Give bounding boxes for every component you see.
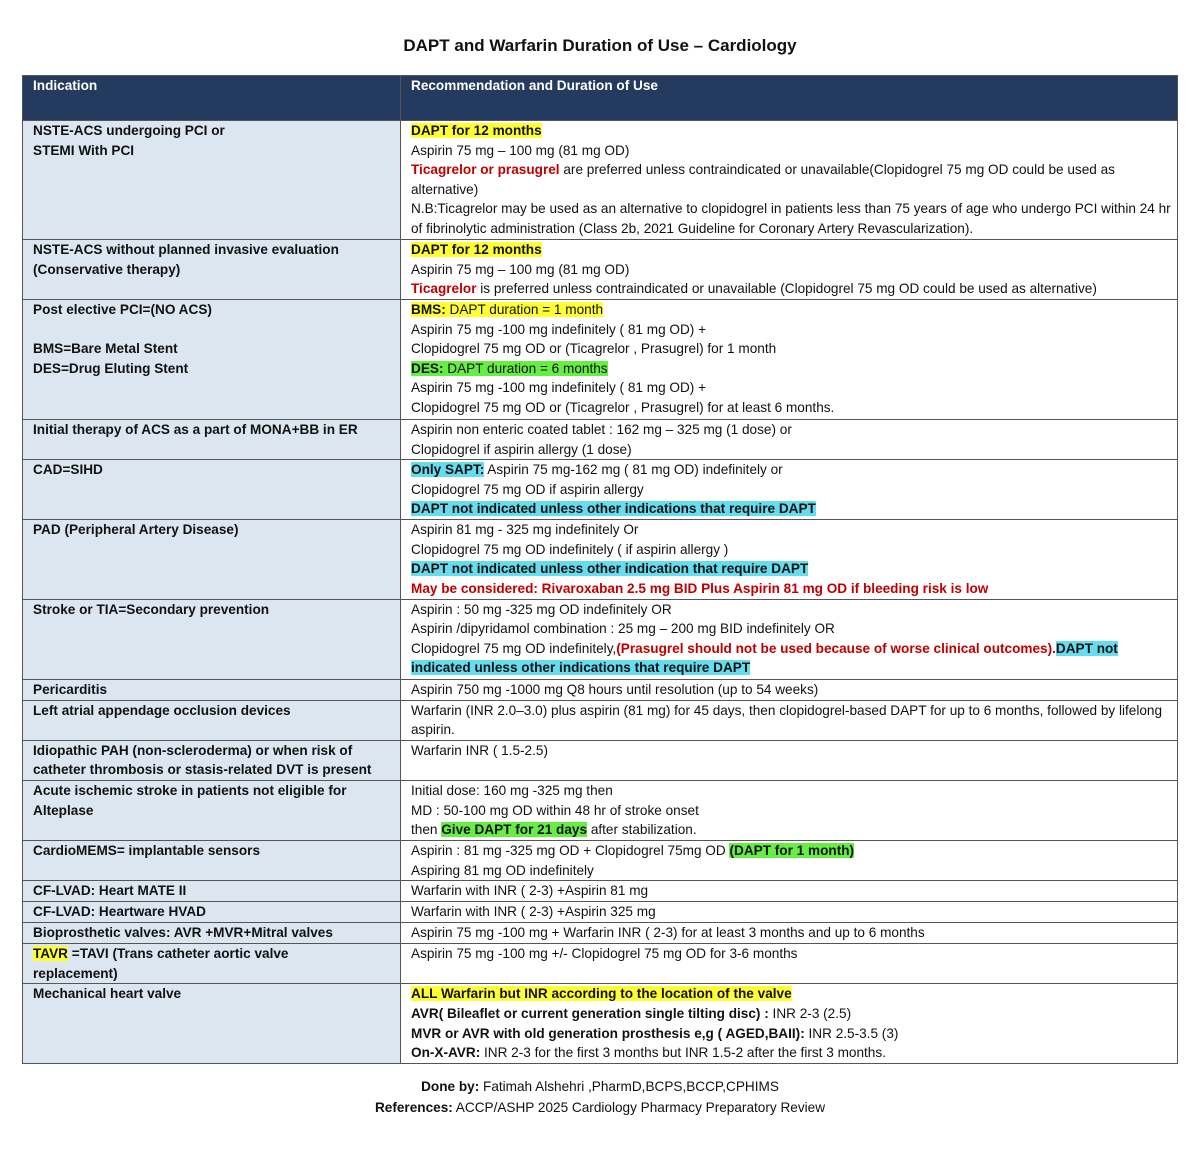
- done-by-label: Done by:: [421, 1079, 480, 1094]
- indication-cell: [23, 300, 401, 420]
- valve-type-label: On-X-AVR:: [411, 1045, 481, 1061]
- references: [0, 1100, 1200, 1115]
- recommendation-cell: [401, 240, 1178, 300]
- rec-line: then: [411, 822, 442, 838]
- indication-line: (Conservative therapy): [33, 261, 181, 277]
- recommendation-cell: [401, 740, 1178, 780]
- indication-line: DES=Drug Eluting Stent: [33, 360, 189, 376]
- document-title: DAPT and Warfarin Duration of Use – Cardiology: [403, 36, 797, 55]
- table-row: [23, 923, 1178, 944]
- des-label: DES:: [411, 360, 444, 376]
- indication-line: Pericarditis: [33, 681, 108, 697]
- indication-line: replacement): [33, 965, 118, 981]
- rec-line: Warfarin with INR ( 2-3) +Aspirin 81 mg: [411, 883, 649, 899]
- recommendation-cell: [401, 881, 1178, 902]
- recommendation-cell: [401, 300, 1178, 420]
- header-recommendation: Recommendation and Duration of Use: [401, 76, 1178, 121]
- indication-cell: [23, 420, 401, 460]
- all-warfarin-highlight: ALL Warfarin but INR according to the location of the valve: [411, 986, 792, 1002]
- rec-line: Clopidogrel 75 mg OD or (Ticagrelor , Prasugrel) for 1 month: [411, 341, 777, 357]
- indication-line: STEMI With PCI: [33, 142, 135, 158]
- table-row: [23, 902, 1178, 923]
- indication-line: NSTE-ACS undergoing PCI or: [33, 123, 225, 138]
- indication-line: Post elective PCI=(NO ACS): [33, 302, 212, 317]
- note-text: N.B:Ticagrelor may be used as an alternative to clopidogrel in patients less than 75 years of age who undergo PCI within 24 hr of fibrinolytic administration (Class 2b, 2021 Guideline for Coronary Artery Revascularization).: [411, 201, 1171, 236]
- rec-line: Warfarin with INR ( 2-3) +Aspirin 325 mg: [411, 904, 656, 920]
- indication-line: Mechanical heart valve: [33, 986, 182, 1002]
- references-text: ACCP/ASHP 2025 Cardiology Pharmacy Preparatory Review: [452, 1100, 826, 1115]
- valve-type-label: AVR( Bileaflet or current generation single tilting disc) :: [411, 1005, 769, 1021]
- preferred-drug-text: Ticagrelor: [411, 281, 477, 297]
- recommendation-cell: [401, 420, 1178, 460]
- indication-line: =TAVI (Trans catheter aortic valve: [68, 946, 289, 962]
- table-row: [23, 420, 1178, 460]
- only-sapt-label: Only SAPT:: [411, 462, 485, 478]
- recommendation-cell: [401, 780, 1178, 840]
- rec-line: Aspirin 750 mg -1000 mg Q8 hours until resolution (up to 54 weeks): [411, 681, 819, 697]
- indication-cell: [23, 780, 401, 840]
- rec-line: Aspirin /dipyridamol combination : 25 mg – 200 mg BID indefinitely OR: [411, 621, 835, 637]
- indication-line: CAD=SIHD: [33, 462, 103, 478]
- rec-line: Aspirin : 50 mg -325 mg OD indefinitely OR: [411, 601, 672, 617]
- rec-line: is preferred unless contraindicated or unavailable (Clopidogrel 75 mg OD could be used as alternative): [476, 281, 1097, 297]
- done-by: [0, 1079, 1200, 1094]
- table-row: [23, 679, 1178, 700]
- indication-line: Acute ischemic stroke in patients not eligible for: [33, 782, 347, 798]
- indication-line: CardioMEMS= implantable sensors: [33, 842, 260, 858]
- dapt-not-indicated-highlight: DAPT not indicated unless other indications that require DAPT: [411, 501, 816, 517]
- inr-target: INR 2-3 for the first 3 months but INR 1.5-2 after the first 3 months.: [480, 1045, 886, 1061]
- indication-cell: [23, 740, 401, 780]
- done-by-text: Fatimah Alshehri ,PharmD,BCPS,BCCP,CPHIMS: [479, 1079, 779, 1094]
- rec-line: Clopidogrel 75 mg OD indefinitely ( if aspirin allergy ): [411, 541, 729, 557]
- dapt-not-indicated-highlight: DAPT not indicated unless other indication that require DAPT: [411, 561, 809, 577]
- recommendation-cell: [401, 679, 1178, 700]
- des-duration: DAPT duration = 6 months: [443, 360, 608, 376]
- table-row: [23, 700, 1178, 740]
- recommendation-cell: [401, 599, 1178, 679]
- may-be-considered-text: May be considered: Rivaroxaban 2.5 mg BID Plus Aspirin 81 mg OD if bleeding risk is low: [411, 580, 989, 596]
- prasugrel-warning: (Prasugrel should not be used because of worse clinical outcomes).: [616, 640, 1056, 656]
- rec-line: Warfarin (INR 2.0–3.0) plus aspirin (81 mg) for 45 days, then clopidogrel-based DAPT for up to 6 months, followed by lifelong aspirin.: [411, 702, 1163, 738]
- indication-cell: [23, 520, 401, 599]
- indication-cell: [23, 240, 401, 300]
- table-row: [23, 944, 1178, 984]
- rec-line: Aspirin 75 mg-162 mg ( 81 mg OD) indefinitely or: [484, 462, 783, 478]
- indication-line: NSTE-ACS without planned invasive evaluation: [33, 242, 339, 257]
- indication-cell: [23, 881, 401, 902]
- indication-cell: [23, 840, 401, 880]
- inr-target: INR 2-3 (2.5): [768, 1005, 852, 1021]
- table-row: [23, 984, 1178, 1064]
- table-row: [23, 881, 1178, 902]
- rec-line: Warfarin INR ( 1.5-2.5): [411, 742, 548, 758]
- rec-line: Aspirin 75 mg – 100 mg (81 mg OD): [411, 142, 630, 158]
- rec-line: Clopidogrel 75 mg OD or (Ticagrelor , Prasugrel) for at least 6 months.: [411, 399, 835, 415]
- dapt-not-indicated-highlight: DAPT not indicated unless other indications that require DAPT: [411, 640, 1118, 676]
- table-row: [23, 780, 1178, 840]
- indication-cell: [23, 700, 401, 740]
- rec-line: Initial dose: 160 mg -325 mg then: [411, 782, 613, 798]
- indication-line: Alteplase: [33, 802, 94, 818]
- recommendation-cell: [401, 121, 1178, 240]
- recommendation-cell: [401, 902, 1178, 923]
- dapt-duration-highlight: DAPT for 12 months: [411, 242, 542, 257]
- recommendation-cell: [401, 923, 1178, 944]
- indication-cell: [23, 679, 401, 700]
- rec-line: Clopidogrel 75 mg OD if aspirin allergy: [411, 481, 644, 497]
- table-row: [23, 840, 1178, 880]
- rec-line: Aspirin : 81 mg -325 mg OD + Clopidogrel 75mg OD: [411, 842, 730, 858]
- bms-label: BMS:: [411, 302, 446, 317]
- dapt-21-days-highlight: Give DAPT for 21 days: [441, 822, 588, 838]
- rec-line: Clopidogrel if aspirin allergy (1 dose): [411, 441, 632, 457]
- dapt-1-month-highlight: (DAPT for 1 month): [729, 842, 855, 858]
- indication-line: catheter thrombosis or stasis-related DVT is present: [33, 762, 372, 778]
- table-row: [23, 520, 1178, 599]
- recommendation-cell: [401, 944, 1178, 984]
- indication-cell: [23, 460, 401, 520]
- indication-line: CF-LVAD: Heartware HVAD: [33, 904, 206, 920]
- rec-line: Aspirin 75 mg – 100 mg (81 mg OD): [411, 261, 630, 277]
- rec-line: after stabilization.: [587, 822, 697, 838]
- indication-cell: [23, 121, 401, 240]
- header-indication: Indication: [23, 76, 401, 121]
- rec-line: Aspirin 75 mg -100 mg +/- Clopidogrel 75 mg OD for 3-6 months: [411, 946, 798, 962]
- rec-line: Aspirin 75 mg -100 mg indefinitely ( 81 mg OD) +: [411, 380, 707, 396]
- table-row: [23, 460, 1178, 520]
- indication-cell: [23, 599, 401, 679]
- inr-target: INR 2.5-3.5 (3): [804, 1025, 899, 1041]
- recommendation-cell: [401, 840, 1178, 880]
- recommendation-cell: [401, 520, 1178, 599]
- indication-cell: [23, 944, 401, 984]
- valve-type-label: MVR or AVR with old generation prosthesis e,g ( AGED,BAII):: [411, 1025, 805, 1041]
- rec-line: are preferred unless contraindicated or unavailable(Clopidogrel 75 mg OD could be used as alternative): [411, 162, 1115, 197]
- bms-duration: DAPT duration = 1 month: [445, 302, 604, 317]
- table-header-row: [23, 76, 1178, 121]
- rec-line: Aspiring 81 mg OD indefinitely: [411, 862, 594, 878]
- rec-line: MD : 50-100 mg OD within 48 hr of stroke onset: [411, 802, 699, 818]
- recommendation-cell: [401, 984, 1178, 1064]
- rec-line: Clopidogrel 75 mg OD indefinitely,: [411, 640, 617, 656]
- rec-line: Aspirin 81 mg - 325 mg indefinitely Or: [411, 522, 639, 538]
- indication-cell: [23, 984, 401, 1064]
- tavr-highlight: TAVR: [33, 946, 68, 962]
- indication-line: PAD (Peripheral Artery Disease): [33, 522, 239, 538]
- indication-line: CF-LVAD: Heart MATE II: [33, 883, 187, 899]
- rec-line: Aspirin 75 mg -100 mg + Warfarin INR ( 2-3) for at least 3 months and up to 6 months: [411, 925, 925, 941]
- dapt-duration-highlight: DAPT for 12 months: [411, 123, 542, 138]
- table-row: [23, 300, 1178, 420]
- rec-line: Aspirin 75 mg -100 mg indefinitely ( 81 mg OD) +: [411, 321, 707, 337]
- indication-line: Stroke or TIA=Secondary prevention: [33, 601, 270, 617]
- indication-cell: [23, 923, 401, 944]
- table-row: [23, 599, 1178, 679]
- indication-line: Initial therapy of ACS as a part of MONA+BB in ER: [33, 422, 358, 437]
- indication-line: Idiopathic PAH (non-scleroderma) or when risk of: [33, 742, 353, 758]
- indication-line: BMS=Bare Metal Stent: [33, 341, 178, 357]
- table-row: [23, 240, 1178, 300]
- table-row: [23, 121, 1178, 240]
- table-row: [23, 740, 1178, 780]
- recommendation-cell: [401, 700, 1178, 740]
- preferred-drug-text: Ticagrelor or prasugrel: [411, 162, 560, 178]
- references-label: References:: [374, 1100, 453, 1115]
- indication-cell: [23, 902, 401, 923]
- recommendation-cell: [401, 460, 1178, 520]
- dapt-warfarin-table: [22, 75, 1178, 1064]
- indication-line: Left atrial appendage occlusion devices: [33, 702, 291, 718]
- rec-line: Aspirin non enteric coated tablet : 162 mg – 325 mg (1 dose) or: [411, 422, 792, 437]
- indication-line: Bioprosthetic valves: AVR +MVR+Mitral valves: [33, 925, 333, 941]
